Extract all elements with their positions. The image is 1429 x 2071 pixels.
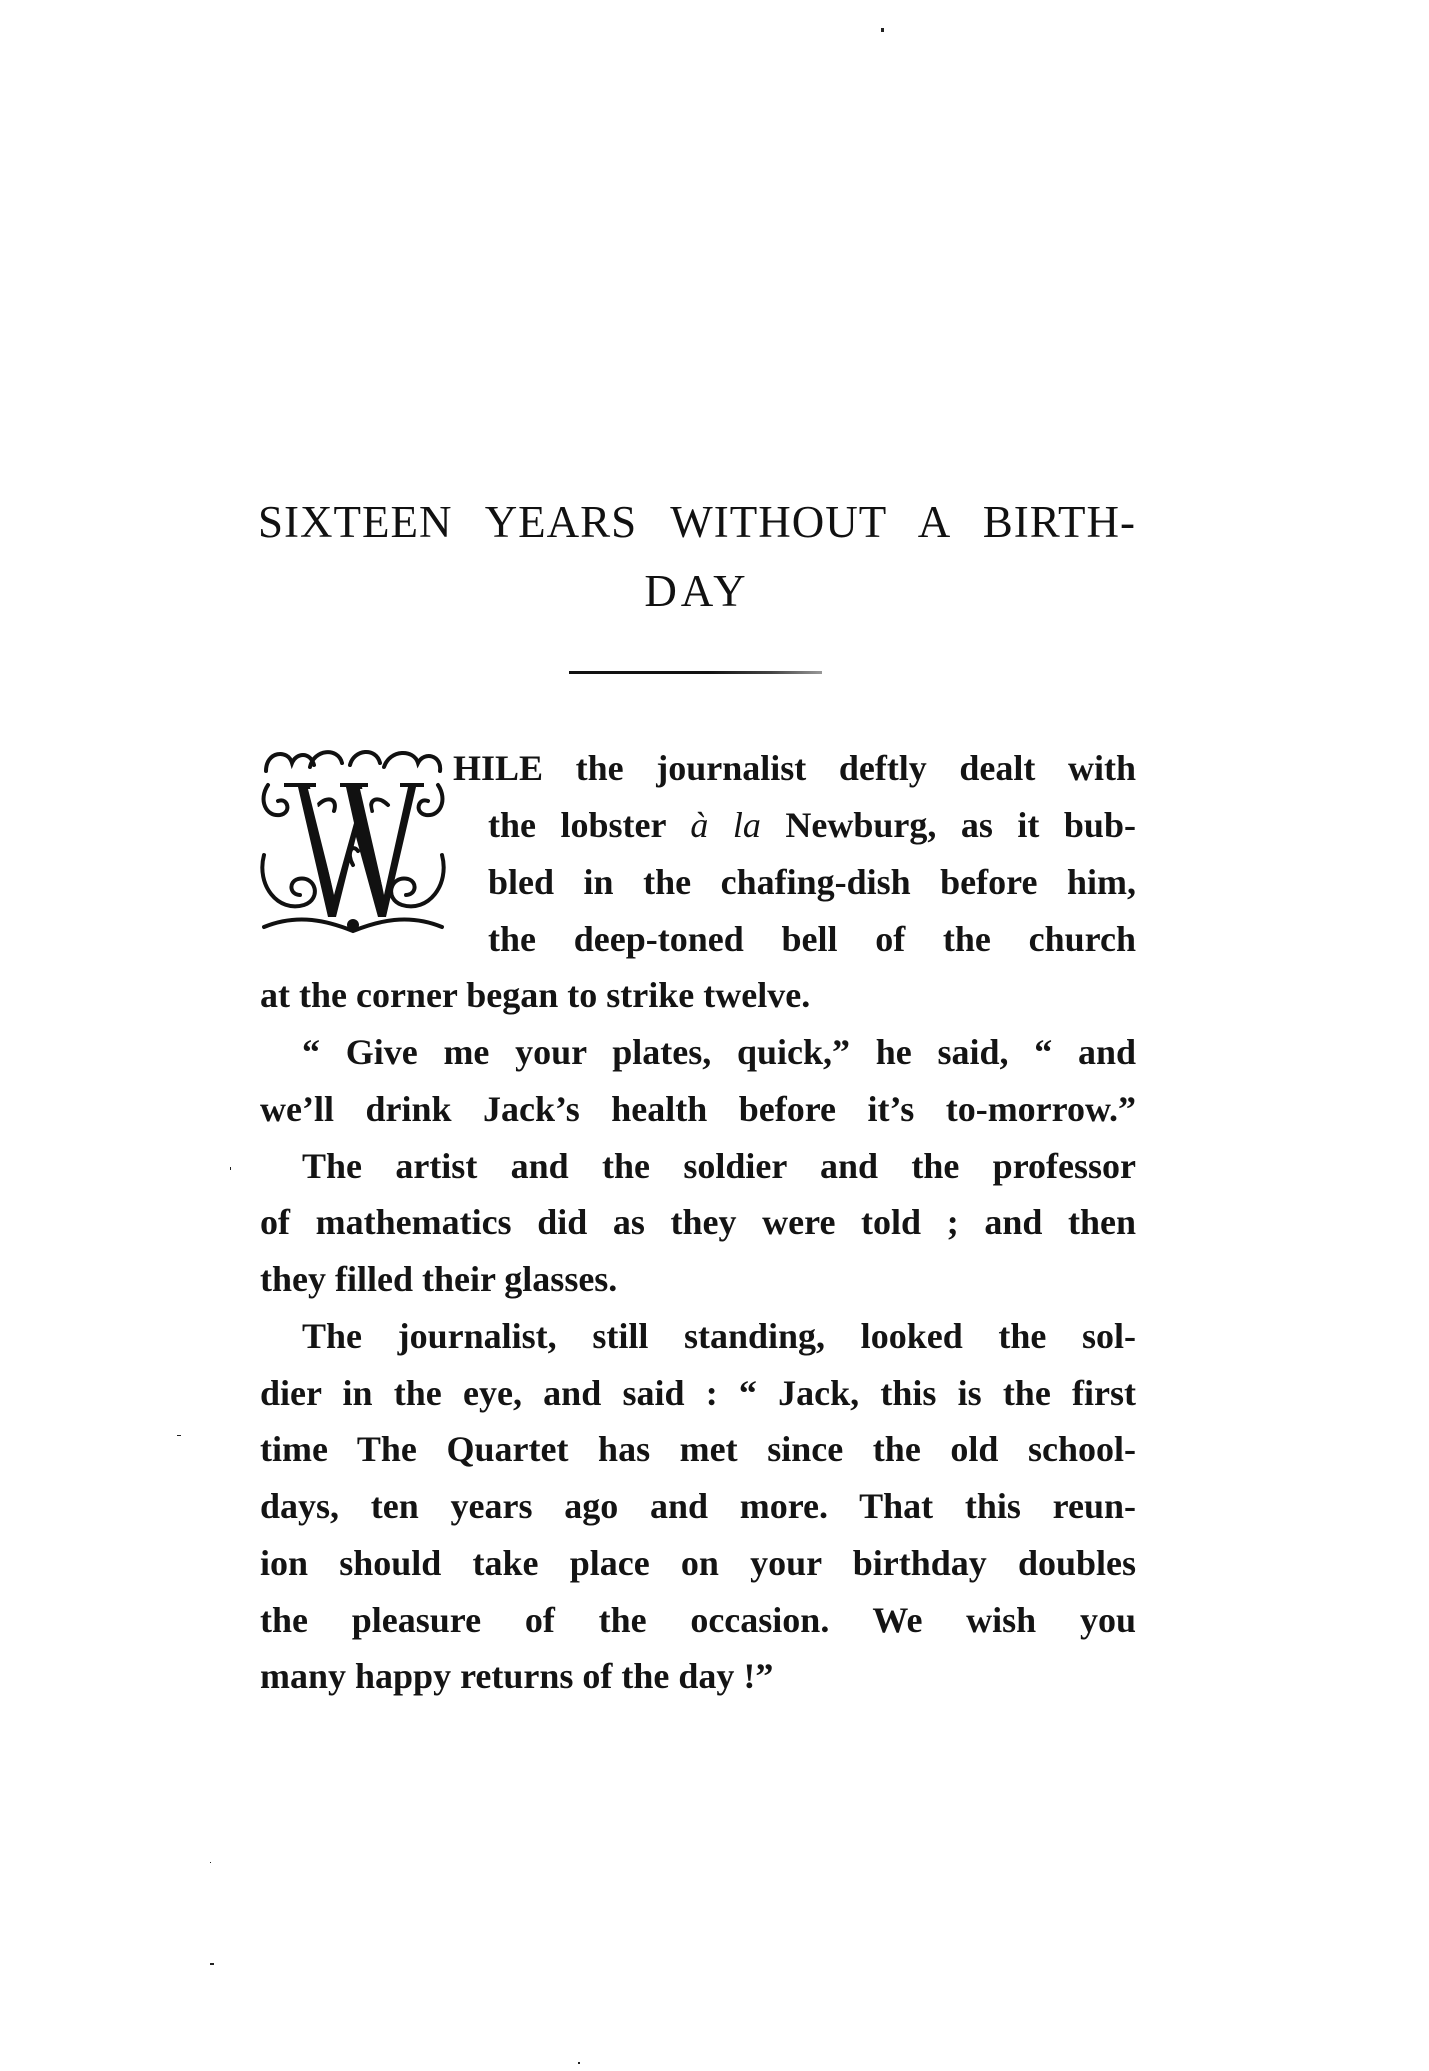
text-line: dier in the eye, and said : “ Jack, this is the first bbox=[260, 1373, 1136, 1413]
text-line: HILE the journalist deftly dealt with bbox=[453, 748, 1136, 788]
scan-speck bbox=[177, 1435, 181, 1436]
text-line: at the corner began to strike twelve. bbox=[260, 975, 811, 1015]
text-line: they filled their glasses. bbox=[260, 1259, 618, 1299]
title-rule-divider bbox=[569, 671, 822, 674]
text-line: the deep-toned bell of the church bbox=[488, 919, 1136, 959]
ornamental-initial-w-icon bbox=[258, 745, 448, 937]
text-line: of mathematics did as they were told ; and then bbox=[260, 1202, 1136, 1242]
text-line: The journalist, still standing, looked the sol- bbox=[302, 1316, 1136, 1356]
text-line: bled in the chafing-dish before him, bbox=[488, 862, 1136, 902]
text-line: many happy returns of the day !” bbox=[260, 1656, 774, 1696]
text-line: the pleasure of the occasion. We wish you bbox=[260, 1600, 1136, 1640]
chapter-title-line-2: DAY bbox=[644, 566, 750, 616]
text-line: The artist and the soldier and the professor bbox=[302, 1146, 1136, 1186]
text-line: days, ten years ago and more. That this reun- bbox=[260, 1486, 1136, 1526]
text-line: time The Quartet has met since the old school- bbox=[260, 1429, 1136, 1469]
text-line: ion should take place on your birthday doubles bbox=[260, 1543, 1136, 1583]
text-line bbox=[488, 800, 1136, 850]
text-line: “ Give me your plates, quick,” he said, “ and bbox=[302, 1032, 1136, 1072]
scan-speck bbox=[578, 2062, 580, 2064]
scan-speck bbox=[210, 1862, 211, 1863]
scan-speck bbox=[210, 1963, 214, 1965]
chapter-title-line-1: SIXTEEN YEARS WITHOUT A BIRTH- bbox=[258, 497, 1136, 547]
italic-phrase: à la bbox=[690, 805, 761, 845]
scan-speck bbox=[230, 1167, 231, 1170]
text-fragment: the lobster bbox=[488, 805, 691, 845]
scan-speck bbox=[881, 28, 884, 32]
text-line: we’ll drink Jack’s health before it’s to-morrow.” bbox=[260, 1089, 1136, 1129]
text-fragment: Newburg, as it bub- bbox=[760, 805, 1136, 845]
